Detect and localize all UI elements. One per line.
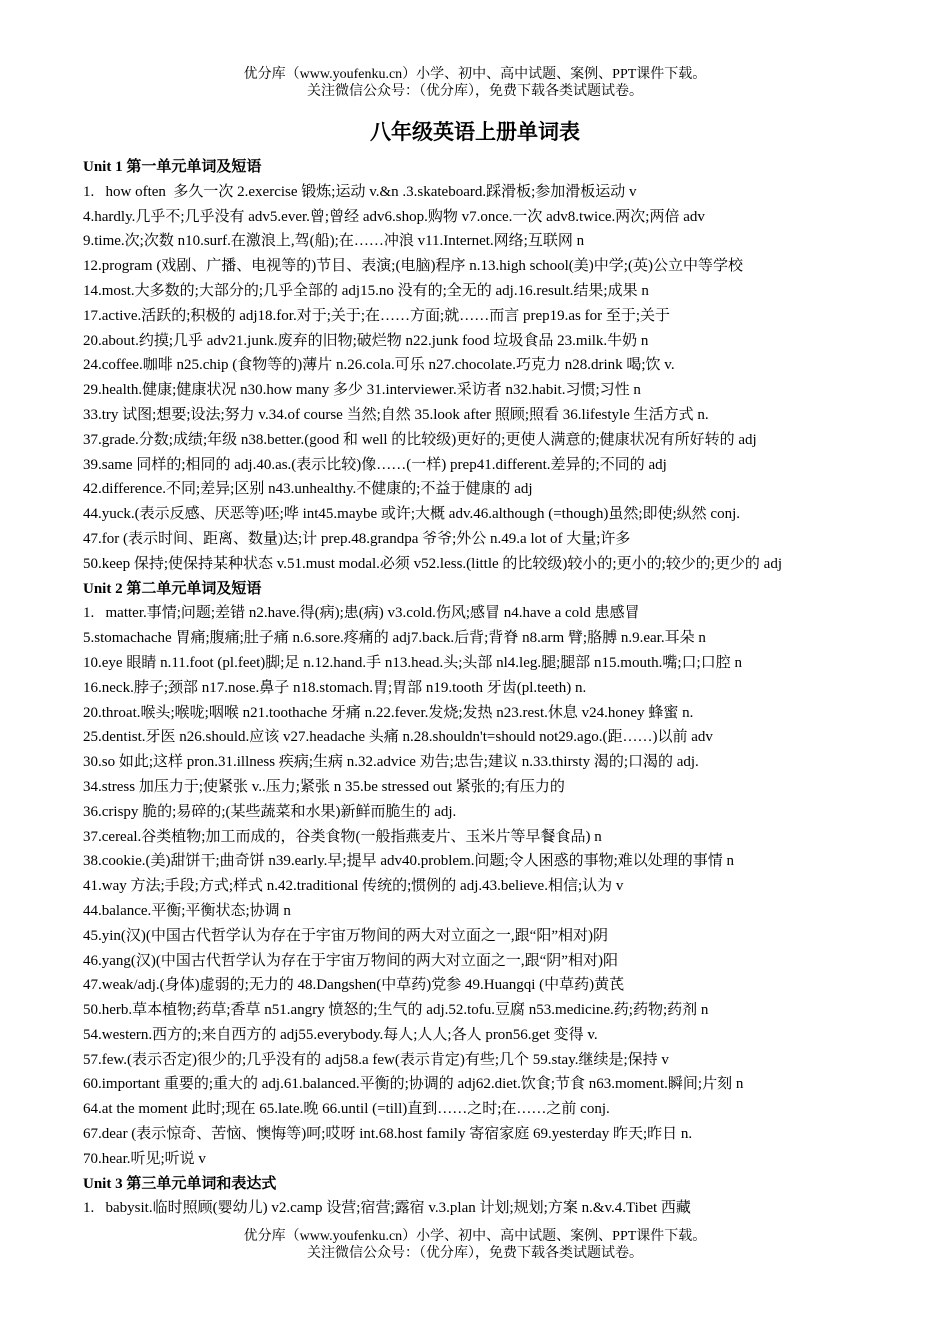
- vocab-line: 20.throat.喉头;喉咙;咽喉 n21.toothache 牙痛 n.22.fever.发烧;发热 n23.rest.休息 v24.honey 蜂蜜 n.: [83, 704, 694, 721]
- document-title: 八年级英语上册单词表: [370, 120, 580, 144]
- vocab-line: 46.yang(汉)(中国古代哲学认为存在于宇宙万物间的两大对立面之一,跟“阴”相对)阳: [83, 952, 618, 969]
- vocab-line: 47.for (表示时间、距离、数量)达;计 prep.48.grandpa 爷爷;外公 n.49.a lot of 大量;许多: [83, 530, 631, 547]
- vocab-line: 57.few.(表示否定)很少的;几乎没有的 adj58.a few(表示肯定)有些;几个 59.stay.继续是;保持 v: [83, 1051, 669, 1068]
- vocab-line: 37.cereal.谷类植物;加工而成的，谷类食物(一般指燕麦片、玉米片等早餐食品) n: [83, 828, 602, 845]
- vocab-line: 70.hear.听见;听说 v: [83, 1150, 206, 1167]
- vocab-line: 14.most.大多数的;大部分的;几乎全部的 adj15.no 没有的;全无的 adj.16.result.结果;成果 n: [83, 282, 649, 299]
- vocab-line: 1. matter.事情;问题;差错 n2.have.得(病);患(病) v3.cold.伤风;感冒 n4.have a cold 患感冒: [83, 605, 640, 622]
- footer-line-1: 优分库（www.youfenku.cn）小学、初中、高中试题、案例、PPT课件下载。: [243, 1229, 707, 1244]
- vocab-line: 17.active.活跃的;积极的 adj18.for.对于;关于;在……方面;就……而言 prep19.as for 至于;关于: [83, 307, 671, 324]
- header-line-1: 优分库（www.youfenku.cn）小学、初中、高中试题、案例、PPT课件下载。: [243, 67, 707, 82]
- vocab-line: 44.yuck.(表示反感、厌恶等)呸;哗 int45.maybe 或许;大概 adv.46.although (=though)虽然;即使;纵然 conj.: [83, 506, 741, 523]
- vocab-line: 38.cookie.(美)甜饼干;曲奇饼 n39.early.早;提早 adv40.problem.问题;令人困惑的事物;难以处理的事情 n: [83, 853, 735, 870]
- vocab-line: 5.stomachache 胃痛;腹痛;肚子痛 n.6.sore.疼痛的 adj7.back.后背;背脊 n8.arm 臂;胳膊 n.9.ear.耳朵 n: [83, 630, 706, 647]
- page-header: [0, 66, 950, 100]
- vocab-line: 29.health.健康;健康状况 n30.how many 多少 31.interviewer.采访者 n32.habit.习惯;习性 n: [83, 382, 641, 399]
- vocab-line: 41.way 方法;手段;方式;样式 n.42.traditional 传统的;惯例的 adj.43.believe.相信;认为 v: [83, 878, 624, 895]
- vocab-line: 54.western.西方的;来自西方的 adj55.everybody.每人;人人;各人 pron56.get 变得 v.: [83, 1026, 598, 1043]
- vocab-line: 1. how often 多久一次 2.exercise 锻炼;运动 v.&n .3.skateboard.踩滑板;参加滑板运动 v: [83, 183, 637, 200]
- vocab-line: 34.stress 加压力于;使紧张 v..压力;紧张 n 35.be stressed out 紧张的;有压力的: [83, 778, 565, 795]
- vocab-line: 12.program (戏剧、广播、电视等的)节目、表演;(电脑)程序 n.13.high school(美)中学;(英)公立中等学校: [83, 258, 743, 275]
- vocab-line: 1. babysit.临时照顾(婴幼儿) v2.camp 设营;宿营;露宿 v.3.plan 计划;规划;方案 n.&v.4.Tibet 西藏: [83, 1200, 691, 1217]
- vocab-line: 42.difference.不同;差异;区别 n43.unhealthy.不健康的;不益于健康的 adj: [83, 481, 533, 498]
- page-footer: [0, 1228, 950, 1262]
- vocab-line: 45.yin(汉)(中国古代哲学认为存在于宇宙万物间的两大对立面之一,跟“阳”相对)阴: [83, 927, 608, 944]
- header-line-2: 关注微信公众号：（优分库），免费下载各类试题试卷。: [307, 84, 643, 99]
- vocab-line: 9.time.次;次数 n10.surf.在激浪上,驾(船);在……冲浪 v11.Internet.网络;互联网 n: [83, 233, 585, 250]
- vocab-line: 36.crispy 脆的;易碎的;(某些蔬菜和水果)新鲜而脆生的 adj.: [83, 803, 457, 820]
- vocab-line: 47.weak/adj.(身体)虚弱的;无力的 48.Dangshen(中草药)党参 49.Huangqi (中草药)黄芪: [83, 977, 625, 994]
- unit-heading: Unit 3 第三单元单词和表达式: [83, 1175, 277, 1192]
- vocab-line: 64.at the moment 此时;现在 65.late.晚 66.until (=till)直到……之时;在……之前 conj.: [83, 1101, 610, 1118]
- vocab-line: 24.coffee.咖啡 n25.chip (食物等的)薄片 n.26.cola.可乐 n27.chocolate.巧克力 n28.drink 喝;饮 v.: [83, 357, 675, 374]
- vocab-line: 4.hardly.几乎不;几乎没有 adv5.ever.曾;曾经 adv6.shop.购物 v7.once.一次 adv8.twice.两次;两倍 adv: [83, 208, 705, 225]
- vocabulary-list: [83, 155, 883, 1221]
- vocab-line: 30.so 如此;这样 pron.31.illness 疾病;生病 n.32.advice 劝告;忠告;建议 n.33.thirsty 渴的;口渴的 adj.: [83, 754, 699, 771]
- vocab-line: 10.eye 眼睛 n.11.foot (pl.feet)脚;足 n.12.hand.手 n13.head.头;头部 nl4.leg.腿;腿部 n15.mouth.嘴;口;口腔 n: [83, 654, 742, 671]
- footer-line-2: 关注微信公众号：（优分库），免费下载各类试题试卷。: [307, 1246, 643, 1261]
- vocab-line: 20.about.约摸;几乎 adv21.junk.废弃的旧物;破烂物 n22.junk food 垃圾食品 23.milk.牛奶 n: [83, 332, 649, 349]
- vocab-line: 50.keep 保持;使保持某种状态 v.51.must modal.必须 v52.less.(little 的比较级)较小的;更小的;较少的;更少的 adj: [83, 555, 782, 572]
- vocab-line: 33.try 试图;想要;设法;努力 v.34.of course 当然;自然 35.look after 照顾;照看 36.lifestyle 生活方式 n.: [83, 406, 709, 423]
- vocab-line: 16.neck.脖子;颈部 n17.nose.鼻子 n18.stomach.胃;胃部 n19.tooth 牙齿(pl.teeth) n.: [83, 679, 587, 696]
- vocab-line: 25.dentist.牙医 n26.should.应该 v27.headache 头痛 n.28.shouldn't=should not29.ago.(距……)以前 adv: [83, 729, 713, 746]
- vocab-line: 37.grade.分数;成绩;年级 n38.better.(good 和 well 的比较级)更好的;更使人满意的;健康状况有所好转的 adj: [83, 431, 757, 448]
- vocab-line: 67.dear (表示惊奇、苦恼、懊悔等)呵;哎呀 int.68.host family 寄宿家庭 69.yesterday 昨天;昨日 n.: [83, 1126, 693, 1143]
- vocab-line: 39.same 同样的;相同的 adj.40.as.(表示比较)像……(一样) prep41.different.差异的;不同的 adj: [83, 456, 667, 473]
- vocab-line: 50.herb.草本植物;药草;香草 n51.angry 愤怒的;生气的 adj.52.tofu.豆腐 n53.medicine.药;药物;药剂 n: [83, 1002, 709, 1019]
- vocab-line: 60.important 重要的;重大的 adj.61.balanced.平衡的;协调的 adj62.diet.饮食;节食 n63.moment.瞬间;片刻 n: [83, 1076, 744, 1093]
- unit-heading: Unit 2 第二单元单词及短语: [83, 580, 262, 597]
- unit-heading: Unit 1 第一单元单词及短语: [83, 159, 262, 175]
- vocab-line: 44.balance.平衡;平衡状态;协调 n: [83, 902, 291, 919]
